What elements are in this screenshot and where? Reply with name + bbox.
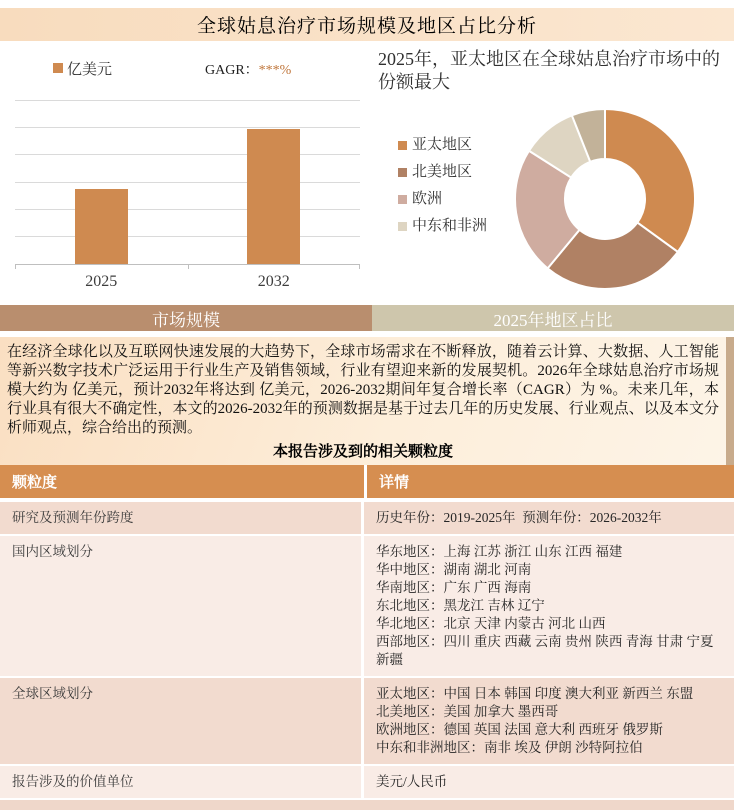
column-header-granularity: 颗粒度 [0, 465, 364, 498]
table-body [0, 502, 734, 798]
detail-line: 亚太地区：中国 日本 韩国 印度 澳大利亚 新西兰 东盟 [376, 686, 694, 701]
column-header-detail: 详情 [367, 465, 734, 498]
page-title: 全球姑息治疗市场规模及地区占比分析 [196, 16, 537, 37]
cagr-annotation [205, 59, 291, 79]
donut-chart-title: 2025年，亚太地区在全球姑息治疗市场中的份额最大 [378, 49, 720, 92]
detail-line: 历史年份：2019-2025年 预测年份：2026-2032年 [376, 510, 662, 525]
tab-region-share-2025[interactable]: 2025年地区占比 [372, 305, 734, 331]
table-row [0, 502, 734, 534]
bar-2032 [247, 129, 300, 264]
cagr-label: GAGR： [205, 63, 259, 78]
charts-section [0, 41, 734, 305]
legend-item-中东和非洲 [398, 216, 490, 236]
granularity-table-heading: 本报告涉及到的相关颗粒度 [272, 444, 453, 460]
gridline [15, 127, 360, 128]
gridline [15, 209, 360, 210]
bar-x-axis-labels [15, 273, 360, 291]
legend-label: 亚太地区 [412, 137, 473, 153]
cutoff-next-row [0, 800, 734, 810]
legend-label: 中东和非洲 [412, 218, 488, 234]
legend-item-北美地区 [398, 162, 490, 182]
legend-item-欧洲 [398, 189, 490, 209]
detail-line: 美元/人民币 [376, 774, 448, 789]
table-row [0, 678, 734, 764]
detail-line: 西部地区：四川 重庆 西藏 云南 贵州 陕西 青海 甘肃 宁夏 新疆 [376, 634, 717, 667]
row-detail [364, 678, 734, 764]
gridline [15, 182, 360, 183]
region-share-donut-chart [370, 41, 734, 305]
axis-tick [188, 265, 189, 269]
donut-graphic [505, 99, 705, 299]
bar-plot-area [15, 101, 360, 265]
row-detail [364, 766, 734, 798]
x-axis-label-2032: 2032 [257, 273, 290, 290]
legend-marker [398, 168, 407, 177]
row-label: 国内区域划分 [0, 536, 364, 676]
row-label: 研究及预测年份跨度 [0, 502, 364, 534]
legend-marker [398, 141, 407, 150]
row-label: 报告涉及的价值单位 [0, 766, 364, 798]
market-size-bar-chart [0, 41, 370, 305]
detail-line: 东北地区：黑龙江 吉林 辽宁 [376, 598, 545, 613]
row-detail [364, 536, 734, 676]
row-label: 全球区域划分 [0, 678, 364, 764]
detail-line: 华中地区：湖南 湖北 河南 [376, 562, 532, 577]
detail-line: 中东和非洲地区：南非 埃及 伊朗 沙特阿拉伯 [376, 740, 643, 755]
donut-legend [398, 135, 490, 243]
table-header-row [0, 465, 734, 498]
cagr-masked-value: ***% [258, 63, 292, 78]
detail-line: 华东地区：上海 江苏 浙江 山东 江西 福建 [376, 544, 623, 559]
legend-label: 北美地区 [412, 164, 473, 180]
table-row [0, 536, 734, 676]
table-row [0, 766, 734, 798]
tab-market-size[interactable]: 市场规模 [0, 305, 372, 331]
granularity-table [0, 465, 734, 810]
page-edge-strip [726, 337, 734, 465]
section-tabs [0, 305, 734, 331]
detail-line: 华北地区：北京 天津 内蒙古 河北 山西 [376, 616, 606, 631]
legend-unit-label: 亿美元 [67, 61, 113, 78]
detail-line: 欧洲地区：德国 英国 法国 意大利 西班牙 俄罗斯 [376, 722, 663, 737]
summary-paragraph: 在经济全球化以及互联网快速发展的大趋势下，全球市场需求在不断释放，随着云计算、大数据、人工智能等新兴数字技术广泛运用于行业生产及销售领域，行业有望迎来新的发展契机。2026年全球姑息治疗市场规模大约为 亿美元，预计2032年将达到 亿美元，2026-2032期间年复合增长率（CAGR）为 %。未来几年，本行业具有很大不确定性，本文的2026-2032年的预测数据是基于过去几年的历史发展、行业观点、以及本文分析师观点，综合给出的预测。 [7, 344, 719, 436]
axis-tick [15, 265, 16, 269]
page-header [0, 8, 734, 41]
gridline [15, 100, 360, 101]
bar-2025 [75, 189, 128, 264]
legend-marker [398, 222, 407, 231]
legend-label: 欧洲 [412, 191, 443, 207]
legend-color-swatch [53, 63, 63, 73]
x-axis-label-2025: 2025 [85, 273, 118, 290]
legend-marker [398, 195, 407, 204]
axis-tick [359, 265, 360, 269]
detail-line: 华南地区：广东 广西 海南 [376, 580, 532, 595]
gridline [15, 154, 360, 155]
legend-item-亚太地区 [398, 135, 490, 155]
gridline [15, 236, 360, 237]
bar-chart-legend [53, 59, 112, 77]
summary-block [0, 337, 726, 465]
row-detail [364, 502, 734, 534]
detail-line: 北美地区：美国 加拿大 墨西哥 [376, 704, 559, 719]
